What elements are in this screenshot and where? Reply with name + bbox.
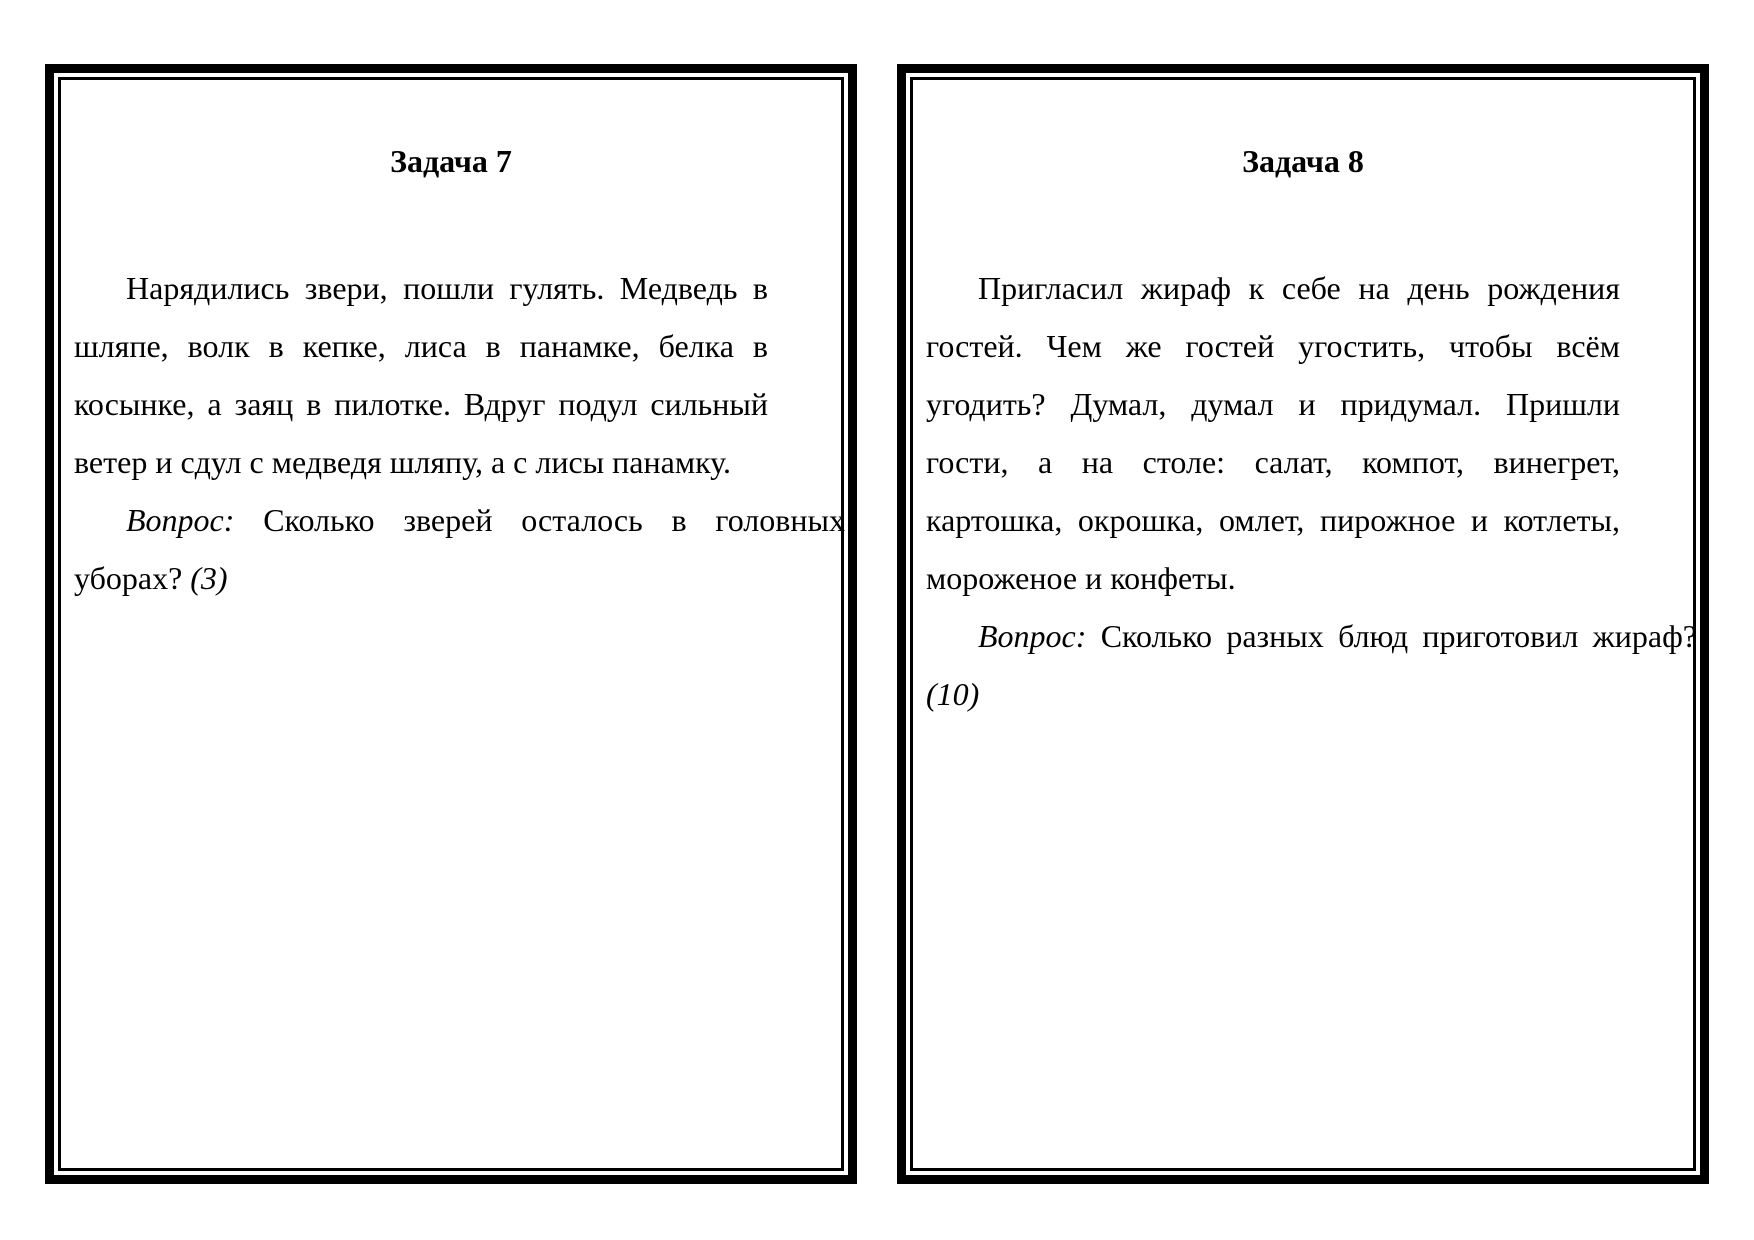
- question-text: Сколько зверей осталось в головных уборах?: [74, 502, 845, 596]
- question-answer: (3): [190, 560, 228, 596]
- task-question: [74, 491, 845, 607]
- question-answer: (10): [926, 676, 980, 712]
- task-question: [926, 607, 1697, 723]
- question-label: Вопрос:: [126, 502, 235, 538]
- task-text: Пригласил жираф к себе на день рождения гостей. Чем же гостей угостить, чтобы всём угодить? Думал, думал и придумал. Пришли гости, а на столе: салат, компот, винегрет, картошка, окрошка, омлет, пирожное и котлеты, мороженое и конфеты.: [926, 270, 1620, 596]
- card-body: [926, 259, 1697, 723]
- card-title: Задача 8: [1242, 143, 1364, 179]
- card-title: Задача 7: [390, 143, 512, 179]
- task-card-7: [45, 64, 857, 1184]
- card-inner-border: [58, 77, 844, 1171]
- question-text: Сколько разных блюд приготовил жираф?: [1086, 618, 1697, 654]
- task-text: Нарядились звери, пошли гулять. Медведь в шляпе, волк в кепке, лиса в панамке, белка в косынке, а заяц в пилотке. Вдруг подул сильный ветер и сдул с медведя шляпу, а с лисы панамку.: [74, 270, 768, 480]
- card-body: [74, 259, 845, 607]
- question-label: Вопрос:: [978, 618, 1087, 654]
- task-card-8: [897, 64, 1709, 1184]
